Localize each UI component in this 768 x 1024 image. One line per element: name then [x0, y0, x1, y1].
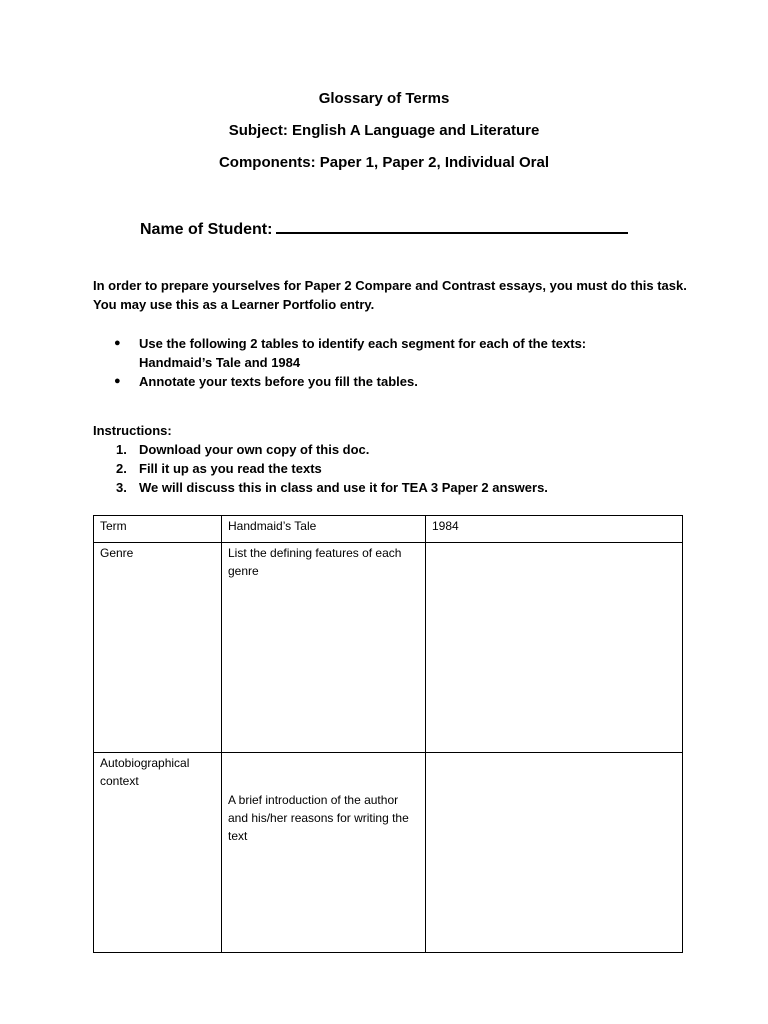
components-line: Components: Paper 1, Paper 2, Individual Oral [218, 154, 550, 171]
bullet-text: Use the following 2 tables to identify each segment for each of the texts: Handmaid’s Tale and 1984 [139, 336, 587, 370]
step-number: 3. [116, 480, 127, 495]
cell-text: A brief introduction of the author and his/her reasons for writing the text [228, 793, 409, 843]
step-text: Download your own copy of this doc. [139, 442, 370, 457]
student-name-label: Name of Student: [140, 221, 273, 238]
step-text: Fill it up as you read the texts [139, 461, 322, 476]
list-item [93, 372, 653, 391]
header-cell-term: Term [94, 516, 222, 543]
nineteen-eighty-four-cell[interactable] [426, 543, 683, 753]
handmaids-tale-cell[interactable]: List the defining features of each genre [222, 543, 426, 753]
bullet-list [93, 334, 653, 391]
list-item [93, 459, 548, 478]
intro-paragraph: In order to prepare yourselves for Paper 2 Compare and Contrast essays, you must do this task. You may use this as a Learner Portfolio entry. [93, 278, 687, 312]
document-title: Glossary of Terms [318, 90, 450, 107]
table-header-row [94, 516, 683, 543]
bullet-text: Annotate your texts before you fill the tables. [139, 374, 418, 389]
cell-spacer [228, 754, 419, 791]
instructions-heading: Instructions: [93, 423, 172, 438]
term-cell: Genre [94, 543, 222, 753]
student-name-field [140, 217, 628, 240]
table-row [94, 753, 683, 953]
list-item [93, 478, 548, 497]
student-name-blank[interactable] [276, 217, 628, 234]
list-item [93, 440, 548, 459]
bullet-icon: ● [114, 337, 121, 349]
step-number: 2. [116, 461, 127, 476]
handmaids-tale-cell[interactable] [222, 753, 426, 953]
nineteen-eighty-four-cell[interactable] [426, 753, 683, 953]
list-item [93, 334, 653, 372]
term-cell: Autobiographical context [94, 753, 222, 953]
header-cell-1984: 1984 [426, 516, 683, 543]
subject-line: Subject: English A Language and Literature [228, 122, 540, 139]
table-row [94, 543, 683, 753]
glossary-table [93, 515, 683, 953]
instructions-list [93, 440, 548, 497]
bullet-icon: ● [114, 375, 121, 387]
step-text: We will discuss this in class and use it for TEA 3 Paper 2 answers. [139, 480, 548, 495]
step-number: 1. [116, 442, 127, 457]
header-cell-handmaids-tale: Handmaid’s Tale [222, 516, 426, 543]
